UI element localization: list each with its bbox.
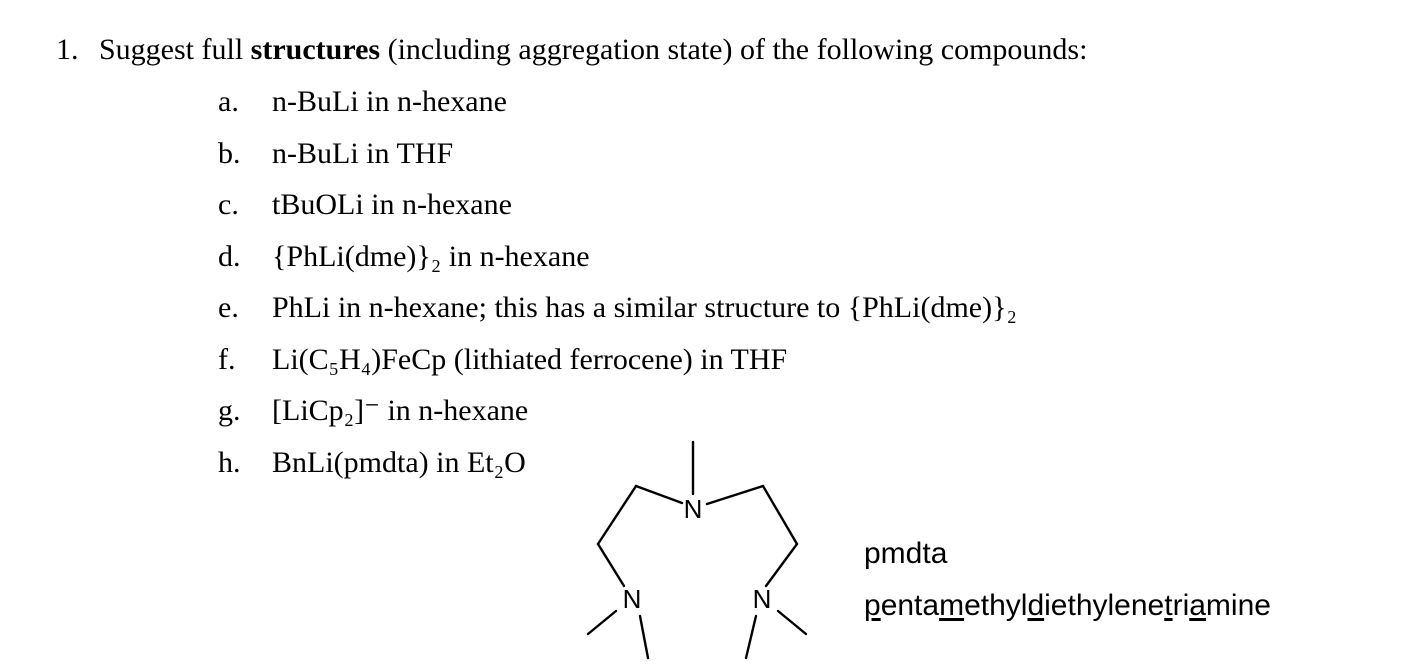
question-heading bbox=[56, 30, 1087, 70]
item-letter: a. bbox=[218, 85, 239, 118]
item-letter: h. bbox=[218, 445, 241, 479]
pmdta-legend bbox=[864, 536, 1271, 624]
item-letter: b. bbox=[218, 136, 241, 170]
list-item bbox=[218, 134, 1017, 186]
item-text: PhLi in n-hexane; this has a similar structure to {PhLi(dme)}₂ bbox=[272, 291, 1017, 324]
item-letter: c. bbox=[218, 188, 239, 221]
question-suffix: (including aggregation state) of the following compounds: bbox=[380, 33, 1088, 66]
underlined-letter: m bbox=[939, 589, 965, 622]
atom-n-left: N bbox=[622, 584, 642, 614]
item-text: {PhLi(dme)}₂ in n-hexane bbox=[272, 239, 590, 273]
item-letter: d. bbox=[218, 239, 241, 273]
list-item bbox=[218, 185, 1017, 237]
question-prefix: Suggest full bbox=[99, 33, 251, 66]
compound-list bbox=[218, 82, 1017, 494]
item-letter: g. bbox=[218, 394, 241, 427]
underlined-letter: p bbox=[864, 589, 881, 622]
name-fragment: ethyl bbox=[964, 589, 1028, 622]
name-fragment: ri bbox=[1172, 589, 1190, 622]
item-text: n-BuLi in n-hexane bbox=[272, 85, 507, 118]
name-fragment: mine bbox=[1205, 589, 1271, 622]
name-fragment: iethylene bbox=[1044, 589, 1165, 622]
list-item bbox=[218, 82, 1017, 134]
bond bbox=[763, 486, 797, 544]
item-letter: e. bbox=[218, 291, 239, 324]
list-item bbox=[218, 391, 1017, 443]
item-letter: f. bbox=[218, 342, 236, 376]
question-number: 1. bbox=[56, 33, 79, 66]
bond bbox=[598, 544, 624, 586]
item-text: Li(C₅H₄)FeCp (lithiated ferrocene) in THF bbox=[272, 342, 788, 376]
pmdta-full-name bbox=[864, 588, 1271, 624]
item-text: n-BuLi in THF bbox=[272, 136, 454, 170]
bond bbox=[766, 544, 797, 586]
atom-n-right: N bbox=[752, 584, 772, 614]
bond bbox=[707, 486, 763, 504]
bond bbox=[640, 616, 648, 658]
item-text: [LiCp₂]⁻ in n-hexane bbox=[272, 394, 529, 427]
name-fragment: enta bbox=[880, 589, 940, 622]
question-bold: structures bbox=[250, 33, 381, 66]
bond bbox=[778, 611, 806, 634]
pmdta-structure bbox=[580, 436, 820, 662]
item-text: BnLi(pmdta) in Et₂O bbox=[272, 445, 526, 479]
list-item bbox=[218, 288, 1017, 340]
bond bbox=[636, 486, 682, 503]
underlined-letter: d bbox=[1027, 589, 1045, 622]
bond bbox=[598, 486, 636, 544]
pmdta-abbreviation: pmdta bbox=[864, 537, 948, 570]
atom-n-center: N bbox=[683, 494, 703, 524]
bond bbox=[588, 611, 616, 634]
list-item bbox=[218, 340, 1017, 392]
list-item bbox=[218, 237, 1017, 289]
bond bbox=[746, 616, 756, 658]
underlined-letter: a bbox=[1189, 589, 1206, 622]
underlined-letter: t bbox=[1164, 589, 1173, 622]
item-text: tBuOLi in n-hexane bbox=[272, 188, 512, 221]
